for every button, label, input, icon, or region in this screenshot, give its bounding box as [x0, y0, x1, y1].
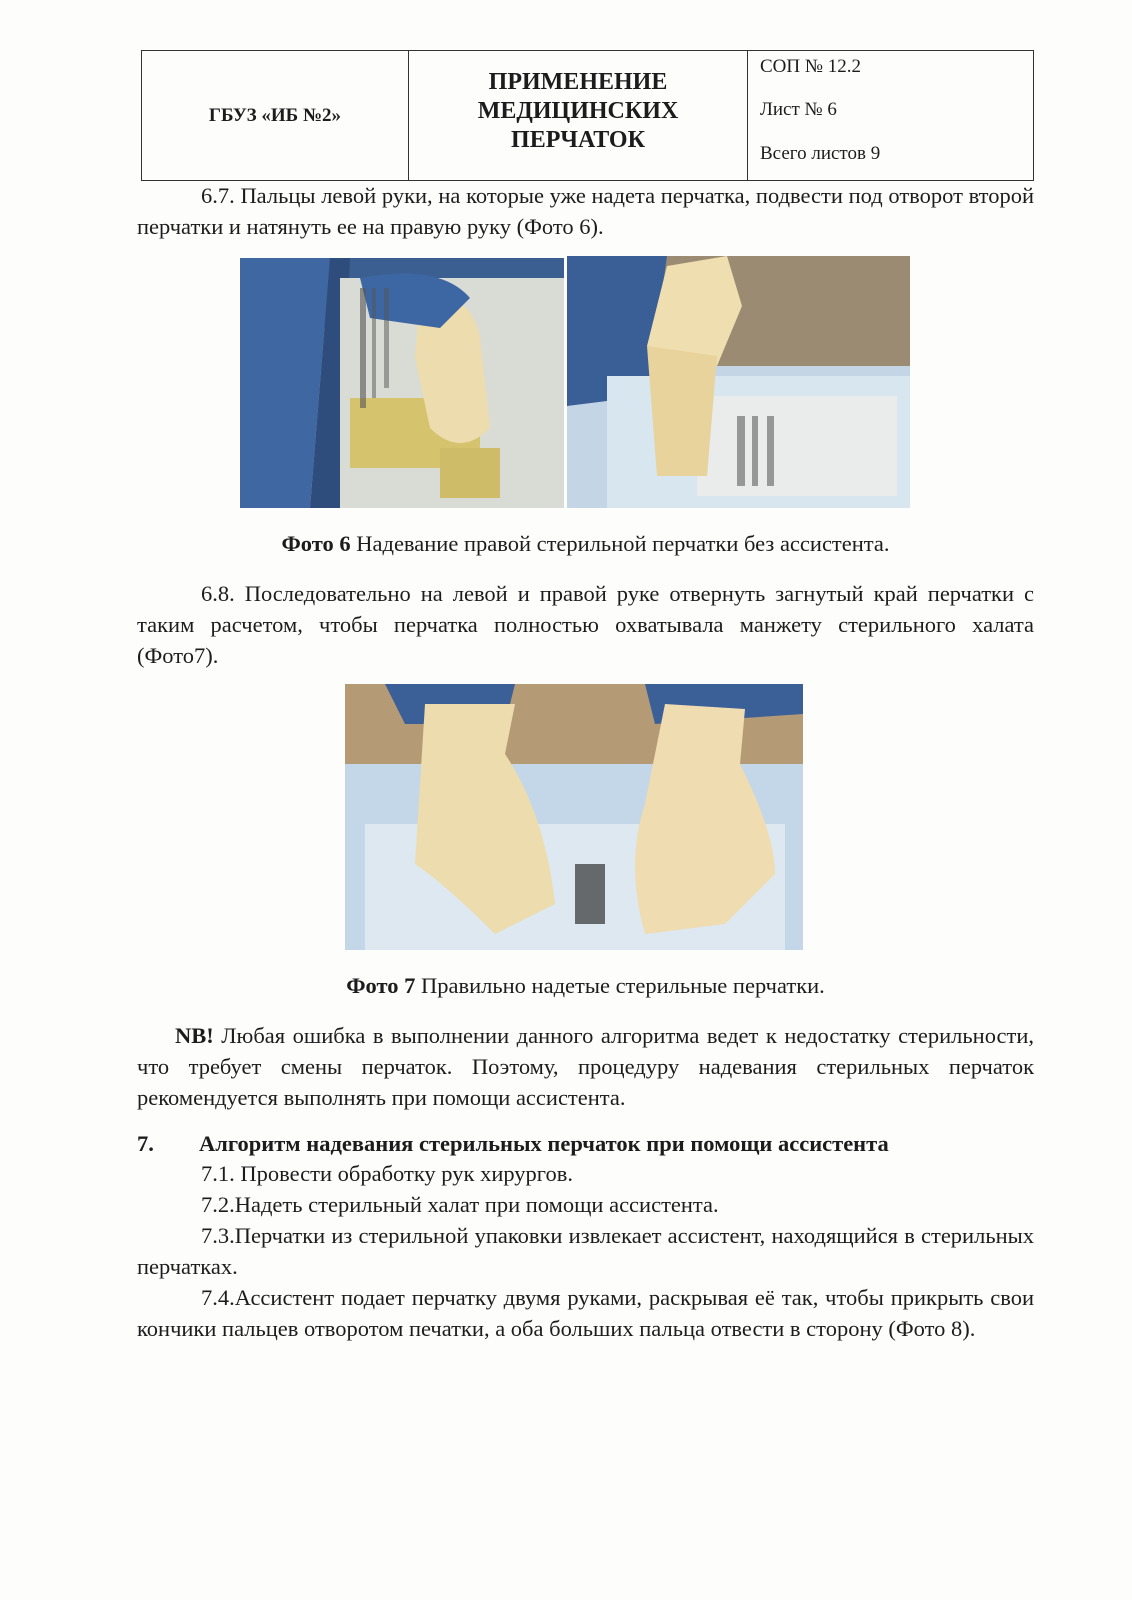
paragraph-6-8: 6.8. Последовательно на левой и правой руке отвернуть загнутый край перчатки с таким расчетом, чтобы перчатка полностью охватывала манжету стерильного халата (Фото7).	[137, 581, 1034, 668]
nb-paragraph	[137, 1020, 1034, 1113]
caption-text: Правильно надетые стерильные перчатки.	[415, 973, 825, 998]
nb-label: NB!	[175, 1023, 214, 1048]
header-organization: ГБУЗ «ИБ №2»	[142, 51, 409, 180]
section-number: 7.	[137, 1131, 154, 1156]
header-title-line: МЕДИЦИНСКИХ	[477, 98, 679, 124]
total-sheets: Всего листов 9	[760, 143, 881, 164]
caption-text: Надевание правой стерильной перчатки без ассистента.	[350, 531, 890, 556]
photo-6-right	[567, 256, 910, 508]
paragraph-7-2: 7.2.Надеть стерильный халат при помощи ассистента.	[201, 1192, 719, 1217]
caption-photo-6	[137, 528, 1034, 559]
header-title	[409, 51, 748, 180]
document-header	[141, 50, 1034, 181]
paragraph-6-7: 6.7. Пальцы левой руки, на которые уже надета перчатка, подвести под отворот второй перчатки и натянуть ее на правую руку (Фото 6).	[137, 183, 1034, 239]
paragraph-7-1: 7.1. Провести обработку рук хирургов.	[201, 1161, 573, 1186]
nb-text: Любая ошибка в выполнении данного алгоритма ведет к недостатку стерильности, что требует смены перчаток. Поэтому, процедуру надевания стерильных перчаток рекомендуется выполнять при помощи ассистента.	[137, 1023, 1034, 1110]
sop-number: СОП № 12.2	[760, 56, 861, 77]
photo-7	[345, 684, 803, 950]
caption-label: Фото 7	[346, 973, 416, 998]
header-title-line: ПЕРЧАТОК	[511, 127, 645, 153]
sheet-number: Лист № 6	[760, 99, 837, 120]
header-meta	[748, 51, 1033, 180]
header-title-line: ПРИМЕНЕНИЕ	[488, 69, 668, 95]
paragraph-7-4: 7.4.Ассистент подает перчатку двумя руками, раскрывая её так, чтобы прикрыть свои кончики пальцев отворотом печатки, а оба больших пальца отвести в сторону (Фото 8).	[137, 1285, 1034, 1341]
caption-photo-7	[137, 970, 1034, 1001]
caption-label: Фото 6	[281, 531, 351, 556]
section-7-heading	[137, 1128, 1034, 1159]
section-title: Алгоритм надевания стерильных перчаток при помощи ассистента	[199, 1131, 889, 1156]
photo-6-left	[240, 258, 564, 508]
paragraph-7-3: 7.3.Перчатки из стерильной упаковки извлекает ассистент, находящийся в стерильных перчатках.	[137, 1223, 1034, 1279]
